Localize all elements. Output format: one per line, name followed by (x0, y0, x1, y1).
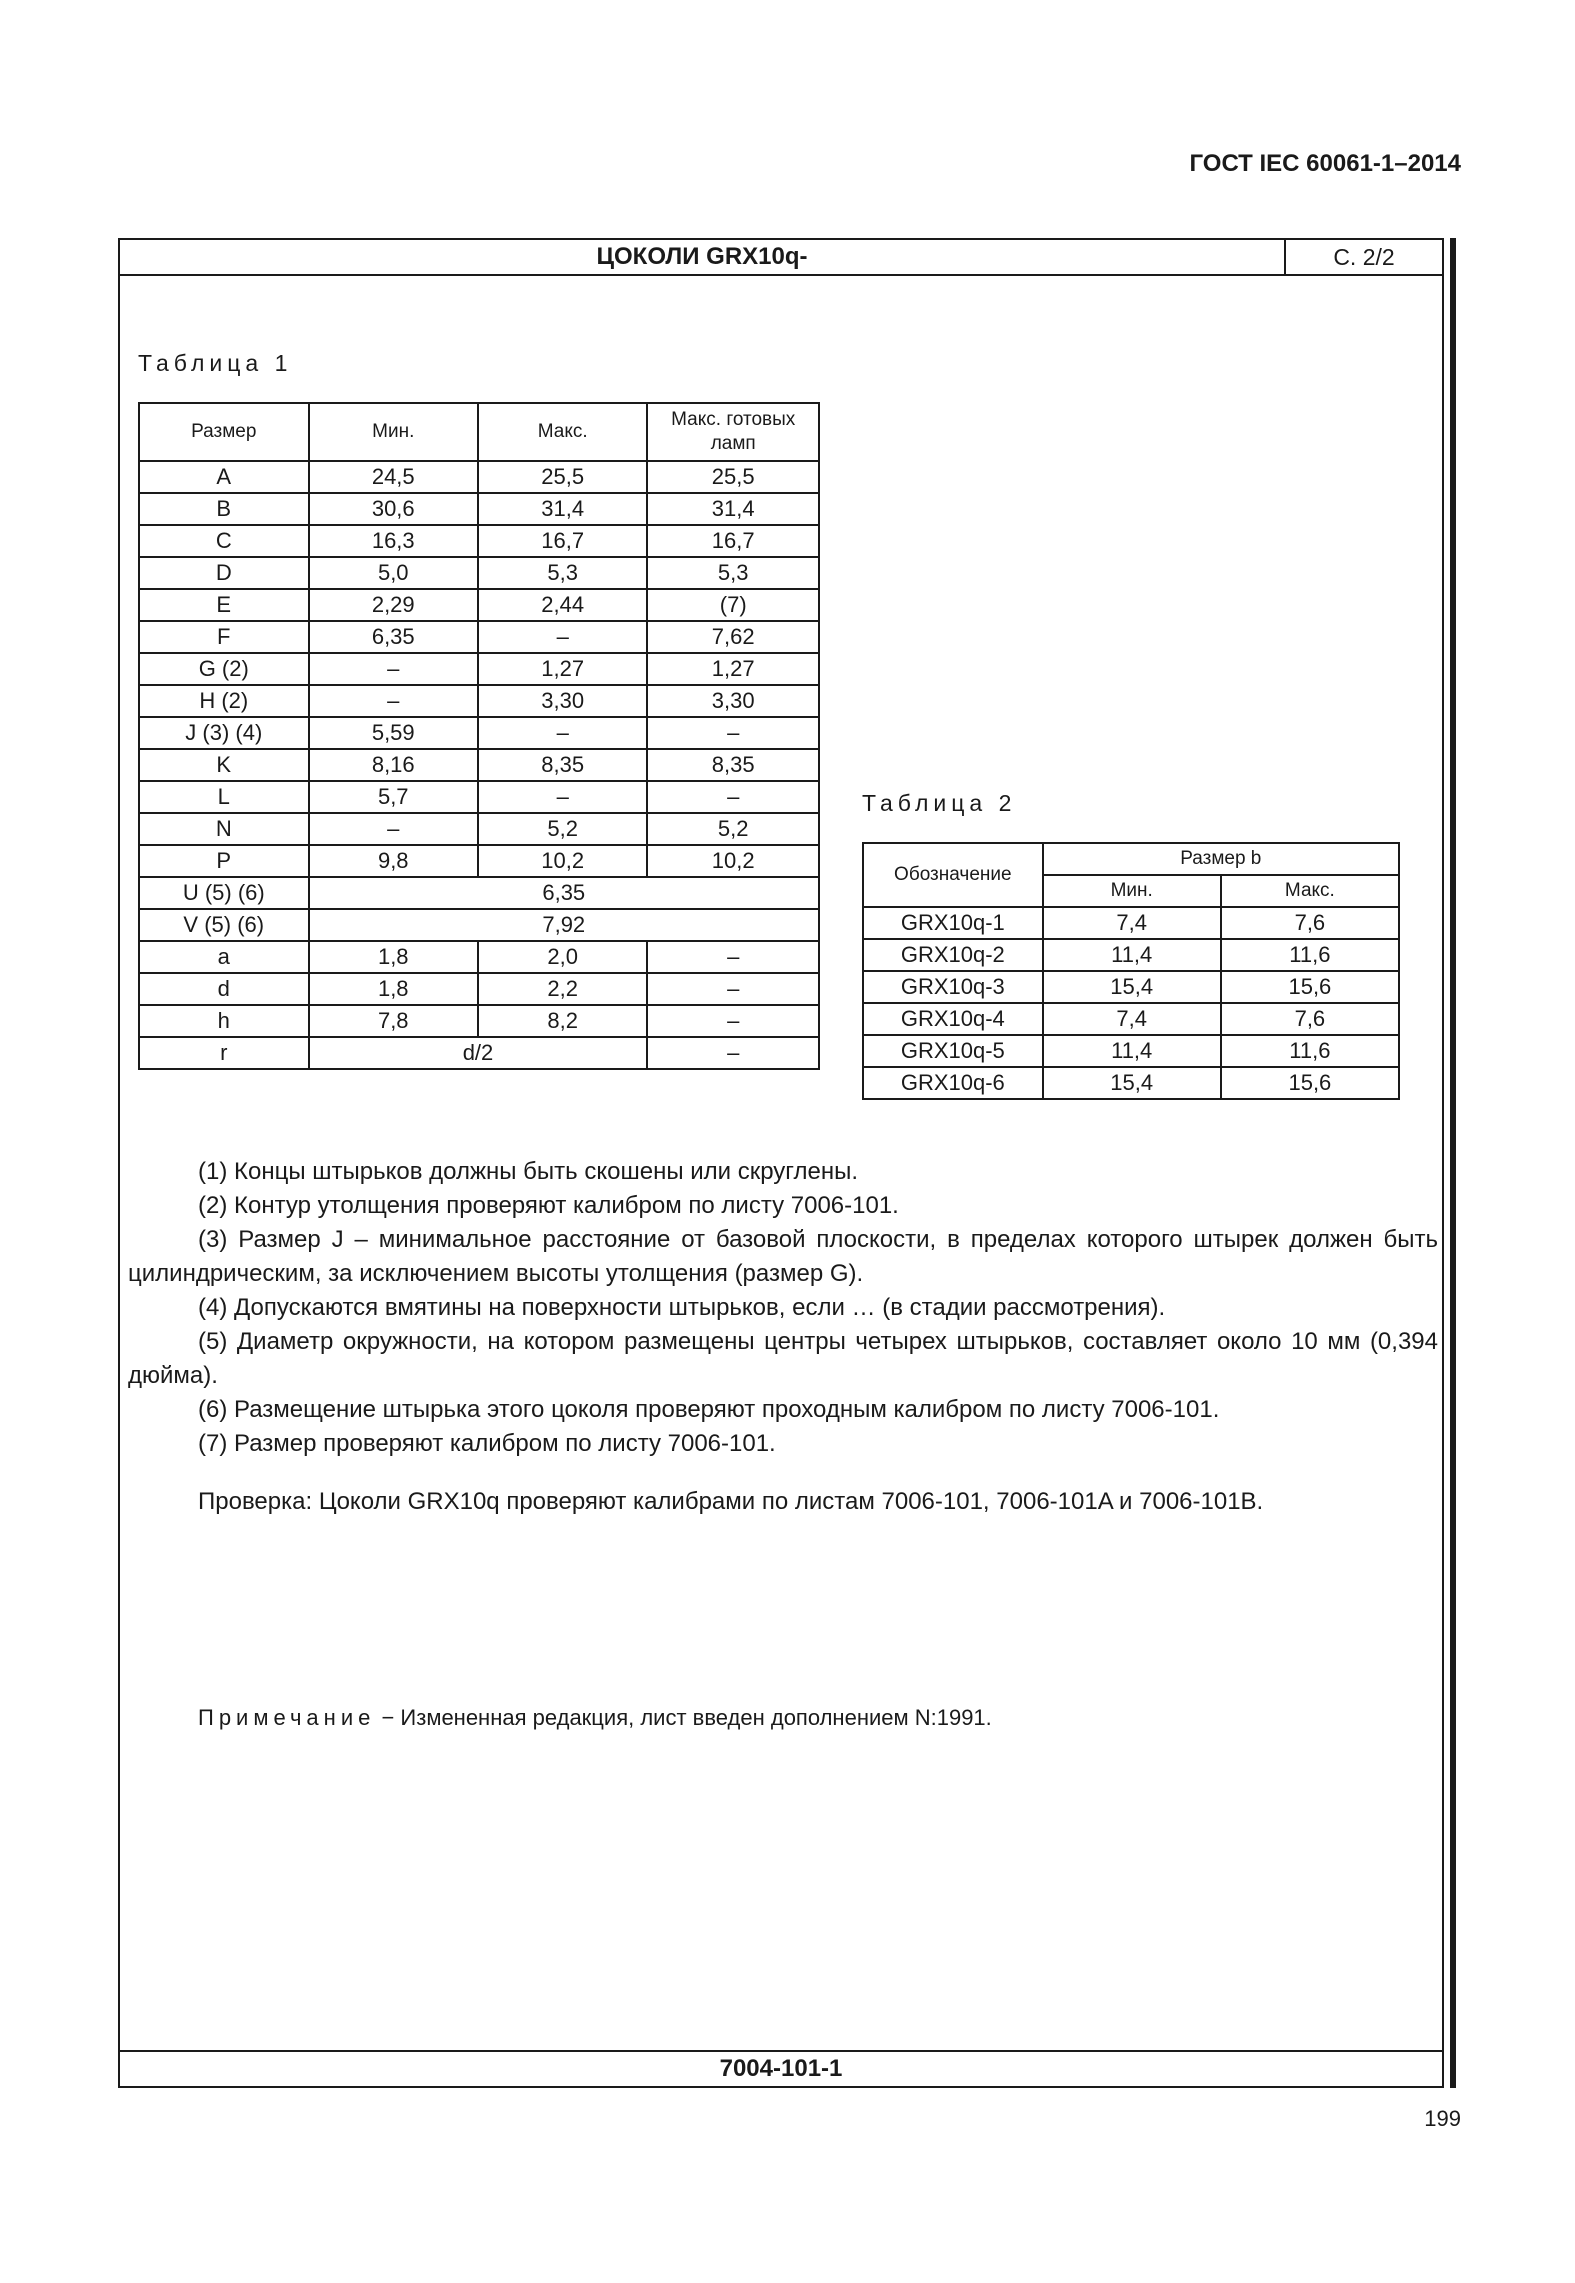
table-row (139, 813, 819, 845)
table-row (139, 909, 819, 941)
table-row (139, 941, 819, 973)
table-cell: 1,27 (478, 653, 647, 685)
table-cell: d/2 (309, 1037, 648, 1069)
table-cell: 15,4 (1043, 971, 1221, 1003)
table-cell: GRX10q-4 (863, 1003, 1043, 1035)
table1-header-cell: Макс. готовых ламп (647, 403, 819, 461)
table-cell: 11,6 (1221, 1035, 1399, 1067)
table-cell: 7,8 (309, 1005, 478, 1037)
table-cell: 11,4 (1043, 939, 1221, 971)
table-cell: 30,6 (309, 493, 478, 525)
table-cell: B (139, 493, 309, 525)
table-row (863, 907, 1399, 939)
table-cell: GRX10q-5 (863, 1035, 1043, 1067)
table-row (863, 1067, 1399, 1099)
table-cell: 5,2 (647, 813, 819, 845)
remark-text: − Измененная редакция, лист введен дополнением N:1991. (375, 1705, 992, 1730)
table-cell: h (139, 1005, 309, 1037)
table-cell: K (139, 749, 309, 781)
table-cell: 11,6 (1221, 939, 1399, 971)
note-item: (1) Концы штырьков должны быть скошены или скруглены. (198, 1158, 859, 1185)
table-cell: 7,6 (1221, 907, 1399, 939)
table-cell: 6,35 (309, 877, 819, 909)
standard-number: ГОСТ IEC 60061-1–2014 (1189, 150, 1461, 177)
table-cell: L (139, 781, 309, 813)
table1-header-cell: Макс. (478, 403, 647, 461)
table-cell: 5,3 (647, 557, 819, 589)
table-row (139, 653, 819, 685)
table-row (139, 1005, 819, 1037)
page-number: 199 (1424, 2106, 1461, 2131)
table-row (139, 749, 819, 781)
table-row (139, 621, 819, 653)
notes (128, 1155, 1438, 1461)
table-cell: D (139, 557, 309, 589)
table-cell: 5,59 (309, 717, 478, 749)
table-row (139, 1037, 819, 1069)
table-cell: 3,30 (478, 685, 647, 717)
table-cell: – (309, 685, 478, 717)
table-cell: 8,16 (309, 749, 478, 781)
table-cell: N (139, 813, 309, 845)
table-cell: V (5) (6) (139, 909, 309, 941)
table-cell: 2,0 (478, 941, 647, 973)
table-cell: 5,7 (309, 781, 478, 813)
table-cell: 2,29 (309, 589, 478, 621)
table-cell: 5,0 (309, 557, 478, 589)
frame-edge (1450, 238, 1456, 2088)
table-cell: 10,2 (478, 845, 647, 877)
table-cell: GRX10q-1 (863, 907, 1043, 939)
table-row (863, 939, 1399, 971)
table-row (139, 493, 819, 525)
table-cell: – (309, 653, 478, 685)
table-cell: 15,4 (1043, 1067, 1221, 1099)
table-cell: – (647, 941, 819, 973)
table-cell: – (647, 781, 819, 813)
table-cell: J (3) (4) (139, 717, 309, 749)
table-cell: – (478, 781, 647, 813)
table-cell: C (139, 525, 309, 557)
table-cell: 2,2 (478, 973, 647, 1005)
table-cell: – (478, 717, 647, 749)
table2-caption: Таблица 2 (862, 790, 1017, 816)
note-item: (7) Размер проверяют калибром по листу 7006-101. (198, 1430, 776, 1457)
table2-header-cell: Размер b (1043, 843, 1399, 875)
table2-header-cell: Мин. (1043, 875, 1221, 907)
sheet-footer: 7004-101-1 (120, 2050, 1442, 2086)
table-cell: 8,2 (478, 1005, 647, 1037)
table-cell: 8,35 (647, 749, 819, 781)
table-cell: 1,27 (647, 653, 819, 685)
table-cell: GRX10q-6 (863, 1067, 1043, 1099)
table-cell: 5,2 (478, 813, 647, 845)
table-row (863, 1003, 1399, 1035)
table-cell: 16,7 (647, 525, 819, 557)
table-cell: – (309, 813, 478, 845)
table-row (139, 557, 819, 589)
table-cell: 16,7 (478, 525, 647, 557)
table-row (139, 845, 819, 877)
table-cell: U (5) (6) (139, 877, 309, 909)
table-cell: 8,35 (478, 749, 647, 781)
table-cell: 10,2 (647, 845, 819, 877)
table-cell: – (647, 973, 819, 1005)
table-row (139, 589, 819, 621)
table-row (139, 717, 819, 749)
table-cell: 31,4 (647, 493, 819, 525)
table-cell: – (647, 717, 819, 749)
table-cell: 31,4 (478, 493, 647, 525)
sheet-header (120, 240, 1442, 276)
table-cell: (7) (647, 589, 819, 621)
table-cell: 9,8 (309, 845, 478, 877)
table2-header (863, 843, 1399, 875)
table-row (863, 971, 1399, 1003)
table1 (138, 402, 820, 1070)
table-cell: 7,92 (309, 909, 819, 941)
table-cell: 6,35 (309, 621, 478, 653)
table-row (139, 877, 819, 909)
remark-label: Примечание (198, 1705, 376, 1730)
table2-header-cell: Макс. (1221, 875, 1399, 907)
table-cell: 3,30 (647, 685, 819, 717)
table-cell: 15,6 (1221, 1067, 1399, 1099)
table-cell: 16,3 (309, 525, 478, 557)
remark (198, 1705, 992, 1731)
table2-header-cell: Обозначение (863, 843, 1043, 907)
table-row (139, 781, 819, 813)
table-cell: A (139, 461, 309, 493)
sheet-title: ЦОКОЛИ GRX10q- (120, 240, 1286, 274)
note-item: (2) Контур утолщения проверяют калибром по листу 7006-101. (198, 1192, 899, 1219)
table-cell: 1,8 (309, 941, 478, 973)
check-text: Проверка: Цоколи GRX10q проверяют калибрами по листам 7006-101, 7006-101A и 7006-101B. (198, 1488, 1264, 1515)
sheet-page: С. 2/2 (1333, 244, 1395, 270)
table-row (139, 685, 819, 717)
table-cell: 7,4 (1043, 1003, 1221, 1035)
table1-caption: Таблица 1 (138, 350, 293, 376)
table-row (139, 973, 819, 1005)
table-cell: 25,5 (647, 461, 819, 493)
note-item: (3) Размер J – минимальное расстояние от базовой плоскости, в пределах которого штырек должен быть цилиндрическим, за исключением высоты утолщения (размер G). (128, 1226, 1438, 1287)
table-row (139, 461, 819, 493)
table-cell: E (139, 589, 309, 621)
table-cell: r (139, 1037, 309, 1069)
table1-header-cell: Размер (139, 403, 309, 461)
table-cell: 7,6 (1221, 1003, 1399, 1035)
table-cell: H (2) (139, 685, 309, 717)
table-cell: a (139, 941, 309, 973)
table-row (139, 525, 819, 557)
table-cell: d (139, 973, 309, 1005)
table-row (863, 1035, 1399, 1067)
note-item: (6) Размещение штырька этого цоколя проверяют проходным калибром по листу 7006-101. (198, 1396, 1220, 1423)
table-cell: – (647, 1037, 819, 1069)
table-cell: G (2) (139, 653, 309, 685)
table-cell: GRX10q-3 (863, 971, 1043, 1003)
table-cell: F (139, 621, 309, 653)
table-cell: – (647, 1005, 819, 1037)
table-cell: 7,4 (1043, 907, 1221, 939)
table-cell: – (478, 621, 647, 653)
table1-header (139, 403, 819, 461)
table-cell: 1,8 (309, 973, 478, 1005)
table-cell: 7,62 (647, 621, 819, 653)
table-cell: 25,5 (478, 461, 647, 493)
table1-header-cell: Мин. (309, 403, 478, 461)
table-cell: GRX10q-2 (863, 939, 1043, 971)
table-cell: 24,5 (309, 461, 478, 493)
note-item: (5) Диаметр окружности, на котором размещены центры четырех штырьков, составляет около 10 мм (0,394 дюйма). (128, 1328, 1438, 1389)
note-item: (4) Допускаются вмятины на поверхности штырьков, если … (в стадии рассмотрения). (198, 1294, 1166, 1321)
table2 (862, 842, 1400, 1100)
table-cell: 2,44 (478, 589, 647, 621)
table-cell: 5,3 (478, 557, 647, 589)
table-cell: P (139, 845, 309, 877)
table-cell: 15,6 (1221, 971, 1399, 1003)
table-cell: 11,4 (1043, 1035, 1221, 1067)
